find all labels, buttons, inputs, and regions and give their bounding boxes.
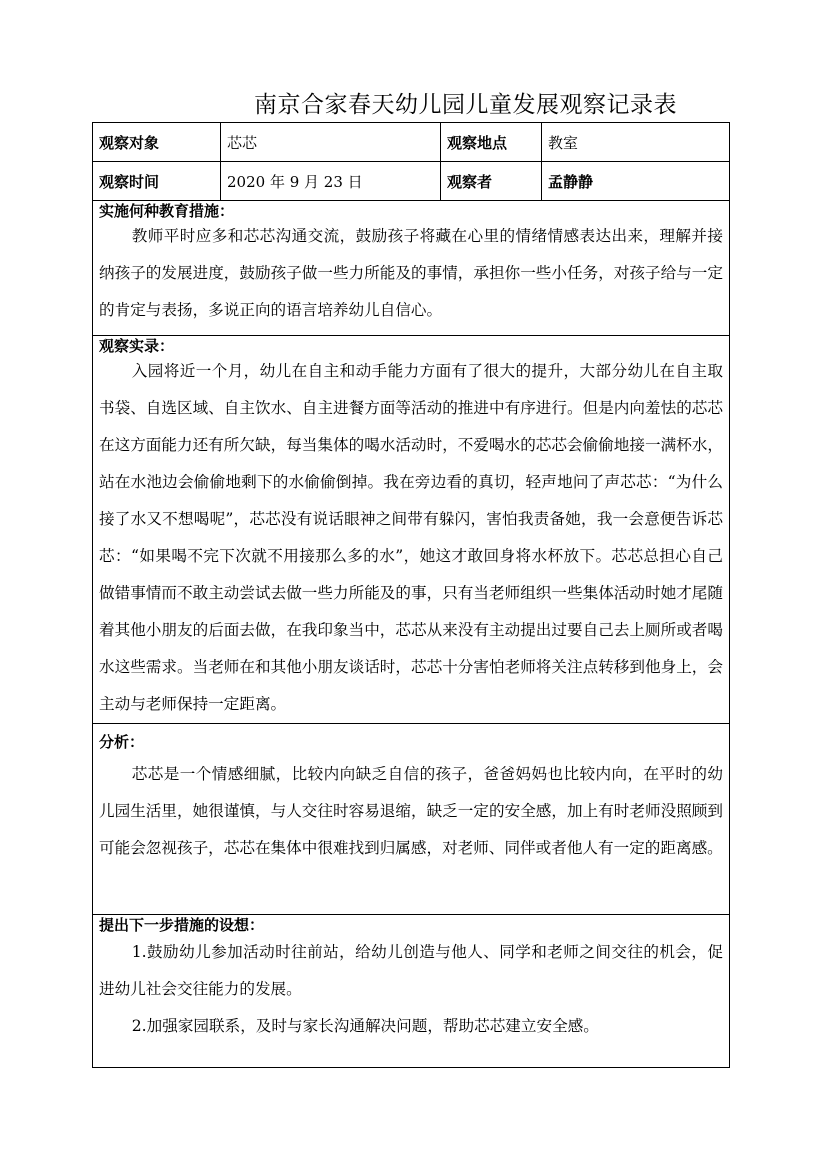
- measures-section: [93, 201, 730, 336]
- record-text: 入园将近一个月，幼儿在自主和动手能力方面有了很大的提升，大部分幼儿在自主取书袋、自选区域、自主饮水、自主进餐方面等活动的推进中有序进行。但是内向羞怯的芯芯在这方面能力还有所欠缺，每当集体的喝水活动时，不爱喝水的芯芯会偷偷地接一满杯水，站在水池边会偷偷地剩下的水偷偷倒掉。我在旁边看的真切，轻声地问了声芯芯：“为什么接了水又不想喝呢”，芯芯没有说话眼神之间带有躲闪，害怕我责备她，我一会意便告诉芯芯：“如果喝不完下次就不用接那么多的水”，她这才敢回身将水杯放下。芯芯总担心自己做错事情而不敢主动尝试去做一些力所能及的事，只有当老师组织一些集体活动时她才尾随着其他小朋友的后面去做，在我印象当中，芯芯从来没有主动提出过要自己去上厕所或者喝水这些需求。当老师在和其他小朋友谈话时，芯芯十分害怕老师将关注点转移到他身上，会主动与老师保持一定距离。: [99, 362, 723, 713]
- analysis-heading: 分析：: [99, 733, 145, 751]
- record-heading: 观察实录：: [99, 337, 175, 355]
- next-steps-row: [93, 915, 730, 1068]
- location-label: 观察地点: [441, 123, 542, 162]
- analysis-text: 芯芯是一个情感细腻，比较内向缺乏自信的孩子，爸爸妈妈也比较内向，在平时的幼儿园生活里，她很谨慎，与人交往时容易退缩，缺乏一定的安全感，加上有时老师没照顾到可能会忽视孩子，芯芯在集体中很难找到归属感，对老师、同伴或者他人有一定的距离感。: [99, 765, 723, 857]
- observer-value: 孟静静: [542, 162, 730, 201]
- observer-label: 观察者: [441, 162, 542, 201]
- record-section: [93, 336, 730, 724]
- location-value: 教室: [542, 123, 730, 162]
- analysis-section: [93, 724, 730, 915]
- time-value: 2020 年 9 月 23 日: [221, 162, 441, 201]
- analysis-row: [93, 724, 730, 915]
- header-row-2: [93, 162, 730, 201]
- measures-heading: 实施何种教育措施：: [99, 202, 235, 220]
- measures-row: [93, 201, 730, 336]
- measures-text: 教师平时应多和芯芯沟通交流，鼓励孩子将藏在心里的情绪情感表达出来，理解并接纳孩子的发展进度，鼓励孩子做一些力所能及的事情，承担你一些小任务，对孩子给与一定的肯定与表扬，多说正向的语言培养幼儿自信心。: [99, 227, 723, 319]
- next-steps-section: [93, 915, 730, 1068]
- subject-label: 观察对象: [93, 123, 221, 162]
- page-title: 南京合家春天幼儿园儿童发展观察记录表: [254, 92, 677, 118]
- header-row-1: [93, 123, 730, 162]
- subject-value: 芯芯: [221, 123, 441, 162]
- observation-table: [92, 122, 730, 1068]
- next-steps-heading: 提出下一步措施的设想：: [99, 916, 265, 934]
- time-label: 观察时间: [93, 162, 221, 201]
- record-row: [93, 336, 730, 724]
- next-step-item: 1.鼓励幼儿参加活动时往前站，给幼儿创造与他人、同学和老师之间交往的机会，促进幼儿社会交往能力的发展。: [99, 943, 723, 998]
- next-step-item: 2.加强家园联系，及时与家长沟通解决问题，帮助芯芯建立安全感。: [131, 1017, 599, 1035]
